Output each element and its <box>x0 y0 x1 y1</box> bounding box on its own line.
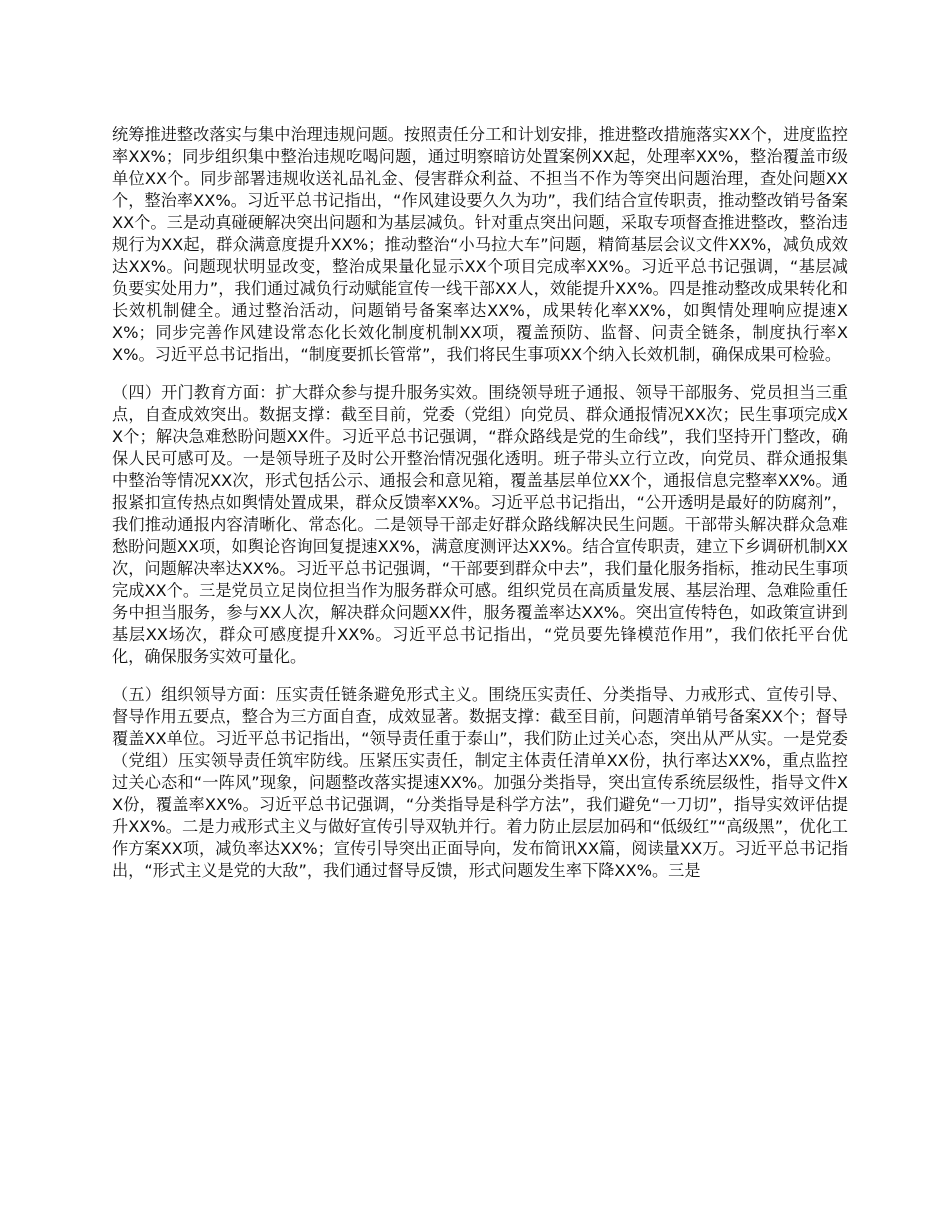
paragraph-rectification: 统筹推进整改落实与集中治理违规问题。按照责任分工和计划安排，推进整改措施落实XX个，进度监控率XX%；同步组织集中整治违规吃喝问题，通过明察暗访处置案例XX起，处理率XX%，整治覆盖市级单位XX个。同步部署违规收送礼品礼金、侵害群众利益、不担当不作为等突出问题治理，查处问题XX个，整治率XX%。习近平总书记指出，“作风建设要久久为功”，我们结合宣传职责，推动整改销号备案XX个。三是动真碰硬解决突出问题和为基层减负。针对重点突出问题，采取专项督查推进整改，整治违规行为XX起，群众满意度提升XX%；推动整治“小马拉大车”问题，精简基层会议文件XX%，减负成效达XX%。问题现状明显改变，整治成果量化显示XX个项目完成率XX%。习近平总书记强调，“基层减负要实处用力”，我们通过减负行动赋能宣传一线干部XX人，效能提升XX%。四是推动整改成果转化和长效机制健全。通过整治活动，问题销号备案率达XX%，成果转化率XX%，如舆情处理响应提速XX%；同步完善作风建设常态化长效化制度机制XX项，覆盖预防、监督、问责全链条，制度执行率XX%。习近平总书记指出，“制度要抓长管常”，我们将民生事项XX个纳入长效机制，确保成果可检验。 <box>112 125 848 364</box>
paragraph-organizational-leadership: （五）组织领导方面：压实责任链条避免形式主义。围绕压实责任、分类指导、力戒形式、宣传引导、督导作用五要点，整合为三方面自查，成效显著。数据支撑：截至目前，问题清单销号备案XX个；督导覆盖XX单位。习近平总书记指出，“领导责任重于泰山”，我们防止过关心态，突出从严从实。一是党委（党组）压实领导责任筑牢防线。压紧压实责任，制定主体责任清单XX份，执行率达XX%，重点监控过关心态和“一阵风”现象，问题整改落实提速XX%。加强分类指导，突出宣传系统层级性，指导文件XX份，覆盖率XX%。习近平总书记强调，“分类指导是科学方法”，我们避免“一刀切”，指导实效评估提升XX%。二是力戒形式主义与做好宣传引导双轨并行。着力防止层层加码和“低级红”“高级黑”，优化工作方案XX项，减负率达XX%；宣传引导突出正面导向，发布简讯XX篇，阅读量XX万。习近平总书记指出，“形式主义是党的大敌”，我们通过督导反馈，形式问题发生率下降XX%。三是 <box>112 685 848 880</box>
paragraph-open-education: （四）开门教育方面：扩大群众参与提升服务实效。围绕领导班子通报、领导干部服务、党员担当三重点，自查成效突出。数据支撑：截至目前，党委（党组）向党员、群众通报情况XX次；民生事项完成XX个；解决急难愁盼问题XX件。习近平总书记强调，“群众路线是党的生命线”，我们坚持开门整改，确保人民可感可及。一是领导班子及时公开整治情况强化透明。班子带头立行立改，向党员、群众通报集中整治等情况XX次，形式包括公示、通报会和意见箱，覆盖基层单位XX个，通报信息完整率XX%。通报紧扣宣传热点如舆情处置成果，群众反馈率XX%。习近平总书记指出，“公开透明是最好的防腐剂”，我们推动通报内容清晰化、常态化。二是领导干部走好群众路线解决民生问题。干部带头解决群众急难愁盼问题XX项，如舆论咨询回复提速XX%，满意度测评达XX%。结合宣传职责，建立下乡调研机制XX次，问题解决率达XX%。习近平总书记强调，“干部要到群众中去”，我们量化服务指标，推动民生事项完成XX个。三是党员立足岗位担当作为服务群众可感。组织党员在高质量发展、基层治理、急难险重任务中担当服务，参与XX人次，解决群众问题XX件，服务覆盖率达XX%。突出宣传特色，如政策宣讲到基层XX场次，群众可感度提升XX%。习近平总书记指出，“党员要先锋模范作用”，我们依托平台优化，确保服务实效可量化。 <box>112 383 848 666</box>
document-body <box>112 124 848 898</box>
